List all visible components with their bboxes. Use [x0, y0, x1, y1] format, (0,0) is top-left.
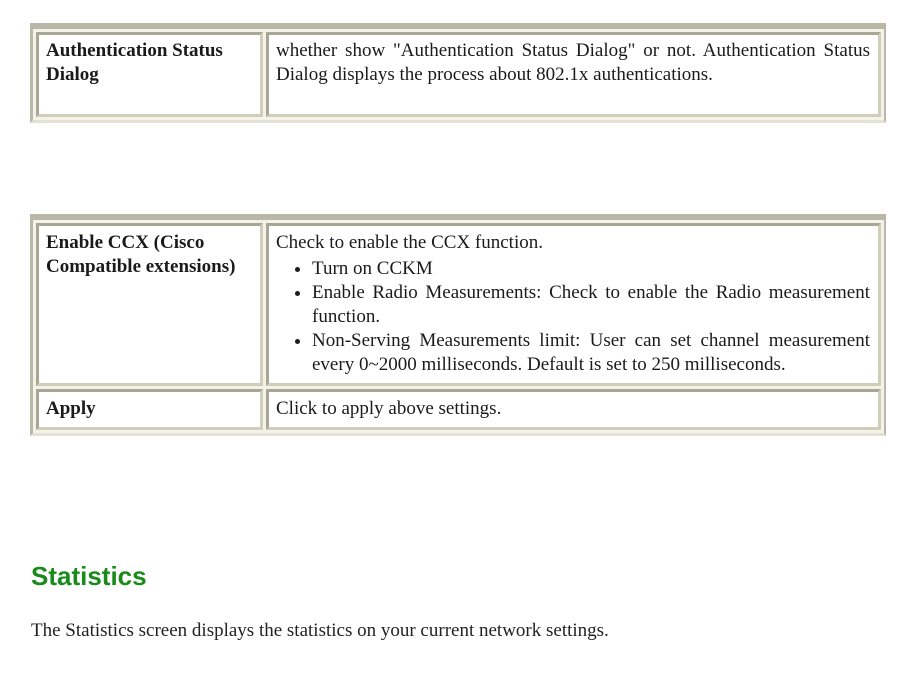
ccx-intro-text: Check to enable the CCX function.	[276, 232, 543, 253]
section-heading-statistics: Statistics	[31, 561, 147, 591]
table-row	[36, 223, 881, 386]
list-item: • Non-Serving Measurements limit: User can set channel measurement every 0~2000 milliseconds. Default is set to 250 milliseconds.	[312, 329, 870, 377]
row-desc-apply: Click to apply above settings.	[266, 389, 881, 430]
row-key-enable-ccx: Enable CCX (Cisco Compatible extensions)	[36, 223, 263, 386]
settings-table-ccx	[30, 214, 886, 436]
settings-table-authentication	[30, 23, 886, 123]
list-item: • Turn on CCKM	[312, 257, 870, 281]
row-key-authentication-status-dialog: Authentication Status Dialog	[36, 32, 263, 117]
row-desc-authentication-status-dialog: whether show "Authentication Status Dialog" or not. Authentication Status Dialog displays the process about 802.1x authentications.	[266, 32, 881, 117]
ccx-bullet-list	[276, 257, 870, 377]
row-key-apply: Apply	[36, 389, 263, 430]
table-row	[36, 389, 881, 430]
table-row	[36, 32, 881, 117]
list-item: • Enable Radio Measurements: Check to enable the Radio measurement function.	[312, 281, 870, 329]
section-paragraph: The Statistics screen displays the statistics on your current network settings.	[31, 620, 609, 641]
row-desc-enable-ccx	[266, 223, 881, 386]
